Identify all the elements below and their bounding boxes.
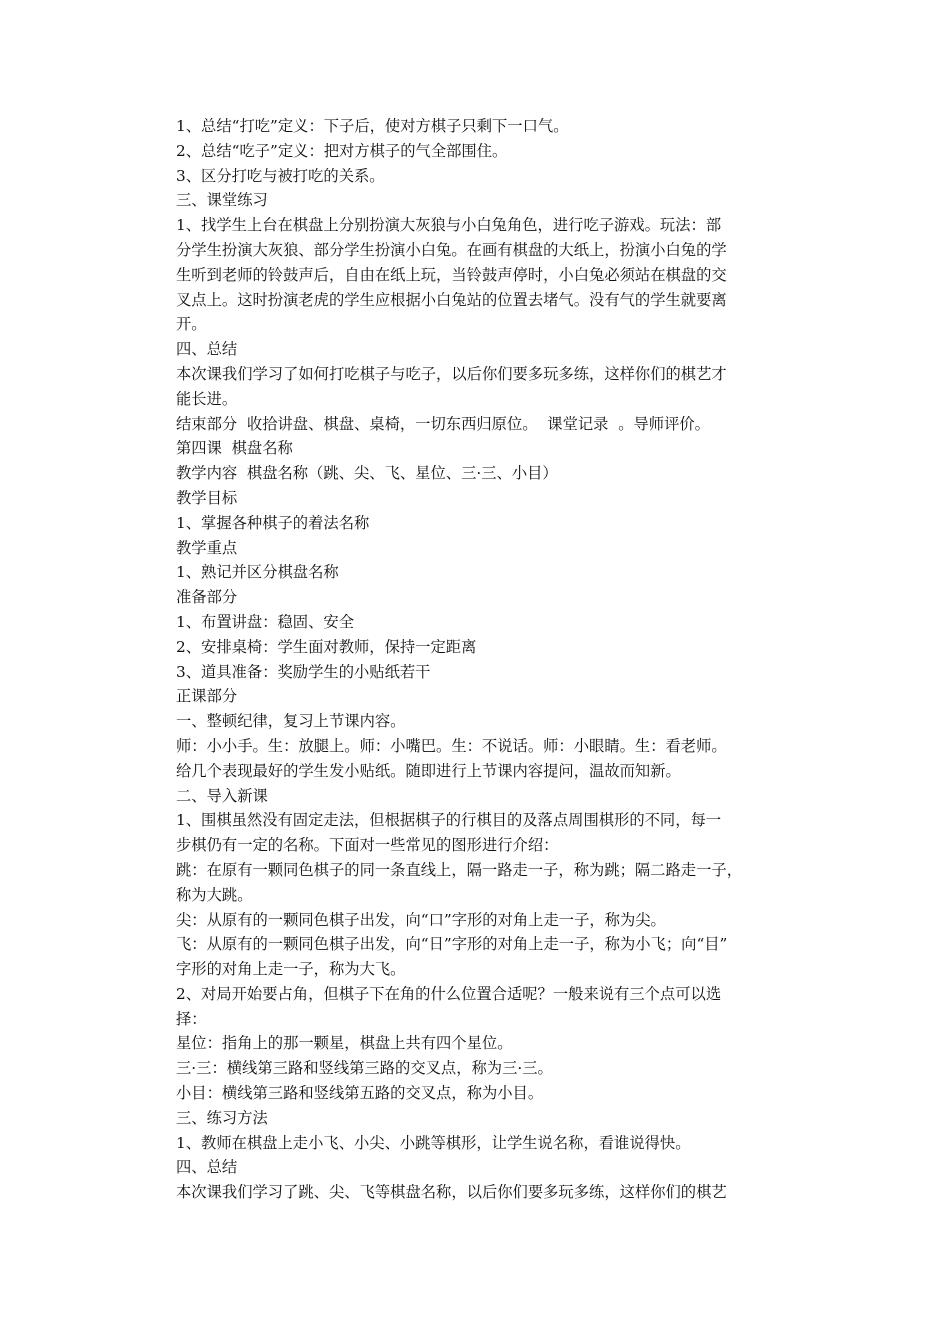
text-line: 1、教师在棋盘上走小飞、小尖、小跳等棋形，让学生说名称，看谁说得快。: [176, 1133, 691, 1152]
text-line: 3、道具准备：奖励学生的小贴纸若干: [176, 662, 431, 681]
text-line: 飞：从原有的一颗同色棋子出发，向“日”字形的对角上走一子，称为小飞；向“目”: [176, 935, 728, 954]
section-heading: 二、导入新课: [176, 786, 268, 805]
text-line: 称为大跳。: [176, 885, 253, 904]
document-body: [176, 114, 780, 1205]
text-line: 给几个表现最好的学生发小贴纸。随即进行上节课内容提问，温故而知新。: [176, 761, 681, 780]
text-line: 1、找学生上台在棋盘上分别扮演大灰狼与小白兔角色，进行吃子游戏。玩法：部: [176, 216, 722, 235]
text-line: 开。: [176, 315, 207, 334]
text-line: 一、整顿纪律，复习上节课内容。: [176, 712, 406, 731]
section-heading: 正课部分: [176, 687, 238, 706]
text-line: 教学内容 棋盘名称（跳、尖、飞、星位、三·三、小目）: [176, 464, 558, 483]
text-line: 1、掌握各种棋子的着法名称: [176, 513, 370, 532]
section-heading: 三、课堂练习: [176, 191, 268, 210]
text-line: 跳：在原有一颗同色棋子的同一条直线上，隔一路走一子，称为跳；隔二路走一子，: [176, 860, 742, 879]
section-heading: 四、总结: [176, 1158, 238, 1177]
text-line: 结束部分 收拾讲盘、棋盘、桌椅，一切东西归原位。 课堂记录 。导师评价。: [176, 414, 710, 433]
text-line: 星位：指角上的那一颗星，棋盘上共有四个星位。: [176, 1034, 513, 1053]
text-line: 步棋仍有一定的名称。下面对一些常见的图形进行介绍：: [176, 836, 559, 855]
text-line: 择：: [176, 1009, 207, 1028]
text-line: 本次课我们学习了跳、尖、飞等棋盘名称，以后你们要多玩多练，这样你们的棋艺: [176, 1183, 727, 1202]
text-line: 字形的对角上走一子，称为大飞。: [176, 960, 406, 979]
text-line: 1、总结“打吃”定义：下子后，使对方棋子只剩下一口气。: [176, 117, 569, 135]
text-line: 2、安排桌椅：学生面对教师，保持一定距离: [176, 637, 477, 656]
text-line: 2、总结“吃子”定义：把对方棋子的气全部围住。: [176, 141, 508, 160]
text-line: 叉点上。这时扮演老虎的学生应根据小白兔站的位置去堵气。没有气的学生就要离: [176, 290, 727, 309]
text-line: 分学生扮演大灰狼、部分学生扮演小白兔。在画有棋盘的大纸上，扮演小白兔的学: [176, 240, 727, 259]
text-line: 三·三：横线第三路和竖线第三路的交叉点，称为三·三。: [176, 1059, 553, 1078]
text-line: 2、对局开始要占角，但棋子下在角的什么位置合适呢？一般来说有三个点可以选: [176, 984, 722, 1003]
text-line: 小目：横线第三路和竖线第五路的交叉点，称为小目。: [176, 1084, 544, 1103]
section-heading: 四、总结: [176, 340, 238, 359]
text-line: 1、熟记并区分棋盘名称: [176, 563, 339, 582]
text-line: 3、区分打吃与被打吃的关系。: [176, 166, 385, 185]
text-line: 1、布置讲盘：稳固、安全: [176, 612, 354, 631]
text-line: 师：小小手。生：放腿上。师：小嘴巴。生：不说话。师：小眼睛。生：看老师。: [176, 736, 727, 755]
text-line: 1、围棋虽然没有固定走法，但根据棋子的行棋目的及落点周围棋形的不同，每一: [176, 811, 722, 830]
section-heading: 准备部分: [176, 588, 238, 607]
text-line: 本次课我们学习了如何打吃棋子与吃子，以后你们要多玩多练，这样你们的棋艺才: [176, 364, 727, 383]
section-heading: 三、练习方法: [176, 1108, 268, 1127]
text-line: 尖：从原有的一颗同色棋子出发，向“口”字形的对角上走一子，称为尖。: [176, 910, 666, 929]
section-heading: 教学重点: [176, 538, 238, 557]
text-line: 生听到老师的铃鼓声后，自由在纸上玩，当铃鼓声停时，小白兔必须站在棋盘的交: [176, 265, 727, 284]
section-heading: 教学目标: [176, 488, 238, 507]
lesson-title: 第四课 棋盘名称: [176, 439, 293, 458]
text-line: 能长进。: [176, 389, 238, 408]
